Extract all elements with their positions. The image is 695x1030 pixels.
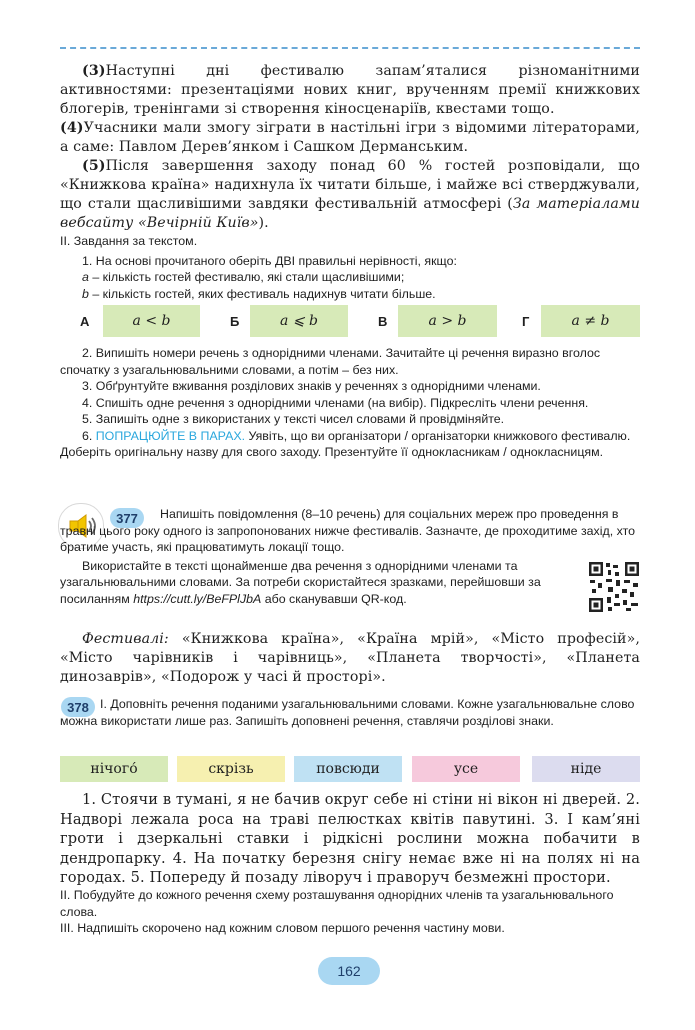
- qr-code-icon[interactable]: [588, 561, 640, 613]
- word-card[interactable]: скрізь: [177, 756, 285, 782]
- variable-a-description: – кількість гостей фестивалю, які стали щасливішими;: [88, 270, 405, 284]
- option-d-box[interactable]: a ≠ b: [541, 305, 640, 337]
- task-heading: ІІ. Завдання за текстом.: [60, 234, 198, 248]
- variable-b: b: [82, 286, 89, 301]
- word-card[interactable]: ніде: [532, 756, 640, 782]
- task-item-1-a: [60, 269, 640, 286]
- option-letter: Б: [230, 314, 240, 329]
- option-a-box[interactable]: a < b: [103, 305, 200, 337]
- festivals-list: [60, 630, 640, 687]
- task-items-2-6: [60, 345, 640, 461]
- sentences-text: 1. Стоячи в тумані, я не бачив округ себе ні стіни ні вікон ні дверей. 2. Надворі лежала роса на траві пелюстках квітів павутині. 3. І кам’яні гроти і дзеркальні ставки і рідкісні рослини можна побачити в дендропарку. 4. На початку березня снігу немає вже ні на полях ні на городах. 5. Попереду й позаду ліворуч і праворуч безмежні простори.: [60, 791, 640, 886]
- festivals-label: Фестивалі:: [82, 631, 169, 647]
- answer-options: [60, 305, 640, 337]
- variable-b-description: – кількість гостей, яких фестиваль надихнув читати більше.: [88, 286, 436, 301]
- task-item-4: 4. Спишіть одне речення з однорідними членами (на вибір). Підкресліть члени речення.: [82, 395, 589, 410]
- task-item-5: 5. Запишіть одне з використаних у тексті чисел словами й провідміняйте.: [82, 412, 505, 426]
- task-item-6: [60, 428, 640, 461]
- variable-a: a: [82, 270, 89, 284]
- exercise-378-task-3: ІІІ. Надпишіть скорочено над кожним словом першого речення частину мови.: [60, 921, 505, 935]
- exercise-377-note: [60, 558, 580, 608]
- exercise-378-task-2: ІІ. Побудуйте до кожного речення схему розташування однорідних членів та узагальнювального слова.: [60, 888, 614, 919]
- source-citation: За матеріалами вебсайту «Вечірній Київ»: [60, 196, 641, 231]
- paragraph-text: Після завершення заходу понад 60 % гостей розповідали, що «Книжкова країна» надихнула їх читати більше, і майже всі стверджували, що стали щасливішими завдяки фестивальній атмосфері (: [60, 158, 640, 212]
- paragraph-end: ).: [258, 215, 269, 231]
- exercise-377-text: Напишіть повідомлення (8–10 речень) для соціальних мереж про проведення в травні цього року одного із запропонованих нижче фестивалів. Зазначте, де проходитиме захід, хто братиме участь, які працюватимуть локації тощо.: [60, 507, 636, 554]
- task-item-1-b: [60, 286, 640, 303]
- task-section: [60, 233, 640, 302]
- festivals-names: «Книжкова країна», «Країна мрій», «Місто професій», «Місто чарівників і чарівниць», «Планета творчості», «Планета динозаврів», «Подорож у часі й просторі».: [60, 631, 640, 685]
- paragraph-number: (4): [60, 120, 84, 136]
- paragraph-3: [60, 62, 640, 233]
- generalizing-words: [60, 756, 640, 782]
- option-b-box[interactable]: a ⩽ b: [250, 305, 348, 337]
- exercise-378-sentences: [60, 790, 640, 888]
- paragraph-number: (5): [82, 158, 106, 174]
- task-item-1: 1. На основі прочитаного оберіть ДВІ правильні нерівності, якщо:: [82, 253, 457, 268]
- task-item-2: 2. Випишіть номери речень з однорідними членами. Зачитайте ці речення виразно вголос спочатку з узагальнювальними словами, а потім – без них.: [60, 346, 601, 377]
- paragraph-text: Учасники мали змогу зіграти в настільні ігри з відомими літераторами, а саме: Павлом Дерев’янком і Сашком Дерманським.: [60, 120, 640, 155]
- paragraph-text: Наступні дні фестивалю запам’яталися різноманітними активностями: презентаціями нових книг, врученням премії книжкових блогерів, тренінгами зі створення кіносценаріїв, квестами тощо.: [60, 63, 640, 117]
- paragraph-number: (3): [82, 63, 106, 79]
- page-number: 162: [318, 957, 380, 985]
- item-text: Уявіть, що ви організатори / організаторки книжкового фестивалю. Доберіть оригінальну назву для свого заходу. Презентуйте її однокласникам / однокласницям.: [60, 428, 631, 459]
- exercise-377-number: 377: [110, 508, 144, 528]
- task-item-3: 3. Обґрунтуйте вживання розділових знаків у реченнях з однорідними членами.: [82, 379, 541, 393]
- word-card[interactable]: усе: [412, 756, 520, 782]
- link-url[interactable]: https://cutt.ly/BeFPlJbA: [133, 591, 262, 606]
- exercise-378-number: 378: [61, 697, 95, 717]
- word-card[interactable]: нічого́: [60, 756, 168, 782]
- note-text: Використайте в тексті щонайменше два речення з однорідними членами та узагальнювальними словами. За потреби скористайтеся зразками, перейшовши за посиланням: [60, 558, 541, 606]
- exercise-377: [60, 506, 640, 607]
- item-number: 6.: [82, 428, 96, 443]
- option-letter: В: [378, 314, 388, 329]
- top-dashed-divider: [60, 47, 640, 49]
- exercise-378-instruction: І. Доповніть речення поданими узагальнювальними словами. Кожне узагальнювальне слово можна використати лише раз. Запишіть доповнені речення, ставлячи розділові знаки.: [60, 697, 635, 728]
- exercise-378: [60, 696, 640, 729]
- word-card[interactable]: повсюди: [294, 756, 402, 782]
- option-letter: А: [80, 314, 90, 329]
- option-letter: Г: [522, 314, 530, 329]
- pair-work-label: ПОПРАЦЮЙТЕ В ПАРАХ.: [95, 428, 246, 443]
- option-c-box[interactable]: a > b: [398, 305, 497, 337]
- exercise-378-tasks: [60, 887, 640, 937]
- note-text: або сканувавши QR-код.: [261, 591, 407, 606]
